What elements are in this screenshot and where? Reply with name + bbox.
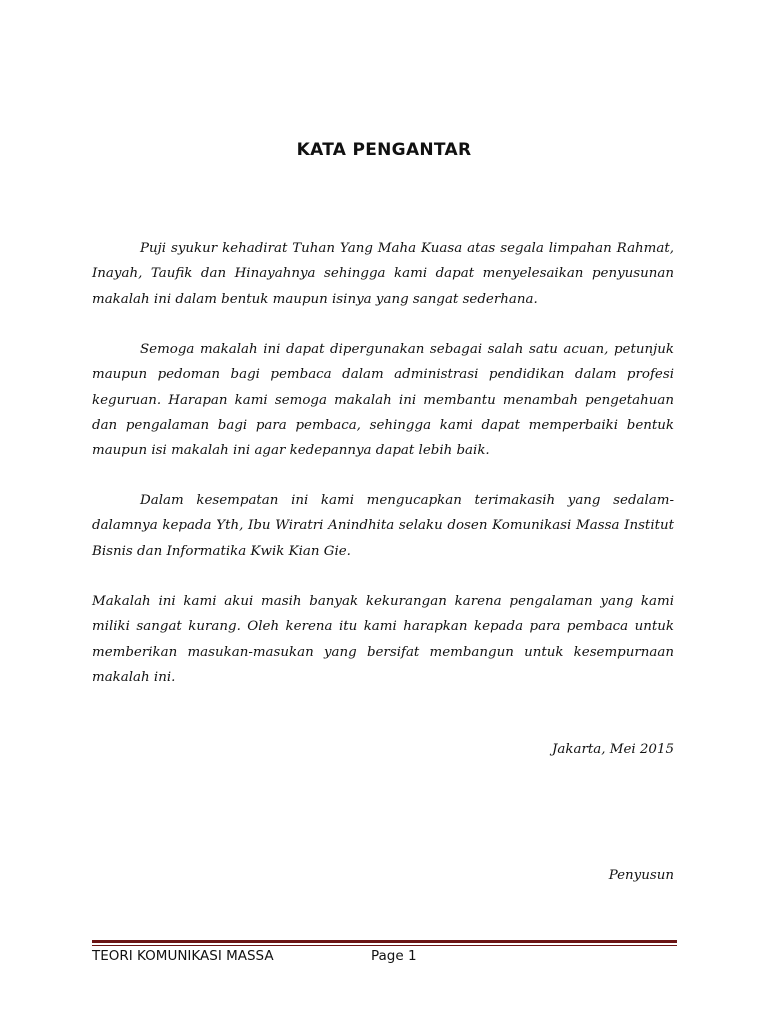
place-date: Jakarta, Mei 2015	[552, 742, 674, 757]
paragraph-purpose: Semoga makalah ini dapat dipergunakan sebagai salah satu acuan, petunjuk maupun pedoman bagi pembaca dalam administrasi pendidikan dalam profesi keguruan. Harapan kami semoga makalah ini membantu menambah pengetahuan dan pengalaman bagi para pembaca, sehingga kami dapat memperbaiki bentuk maupun isi makalah ini agar kedepannya dapat lebih baik.	[92, 342, 674, 459]
paragraph-thanks: Dalam kesempatan ini kami mengucapkan terimakasih yang sedalam-dalamnya kepada Yth, Ibu Wiratri Anindhita selaku dosen Komunikasi Massa Institut Bisnis dan Informatika Kwik Kian Gie.	[92, 493, 674, 559]
footer-rule-thick	[92, 940, 677, 943]
footer-page-number: Page 1	[371, 948, 417, 964]
paragraph-closing: Makalah ini kami akui masih banyak kekurangan karena pengalaman yang kami miliki sangat kurang. Oleh kerena itu kami harapkan kepada para pembaca untuk memberikan masukan-masukan yang bersifat membangun untuk kesempurnaan makalah ini.	[92, 594, 674, 685]
footer-course-title: TEORI KOMUNIKASI MASSA	[92, 948, 274, 964]
paragraph-gratitude: Puji syukur kehadirat Tuhan Yang Maha Kuasa atas segala limpahan Rahmat, Inayah, Taufik dan Hinayahnya sehingga kami dapat menyelesaikan penyusunan makalah ini dalam bentuk maupun isinya yang sangat sederhana.	[92, 241, 674, 307]
footer-rule-thin	[92, 945, 677, 946]
document-title: KATA PENGANTAR	[296, 140, 472, 160]
author-signature: Penyusun	[608, 868, 674, 883]
